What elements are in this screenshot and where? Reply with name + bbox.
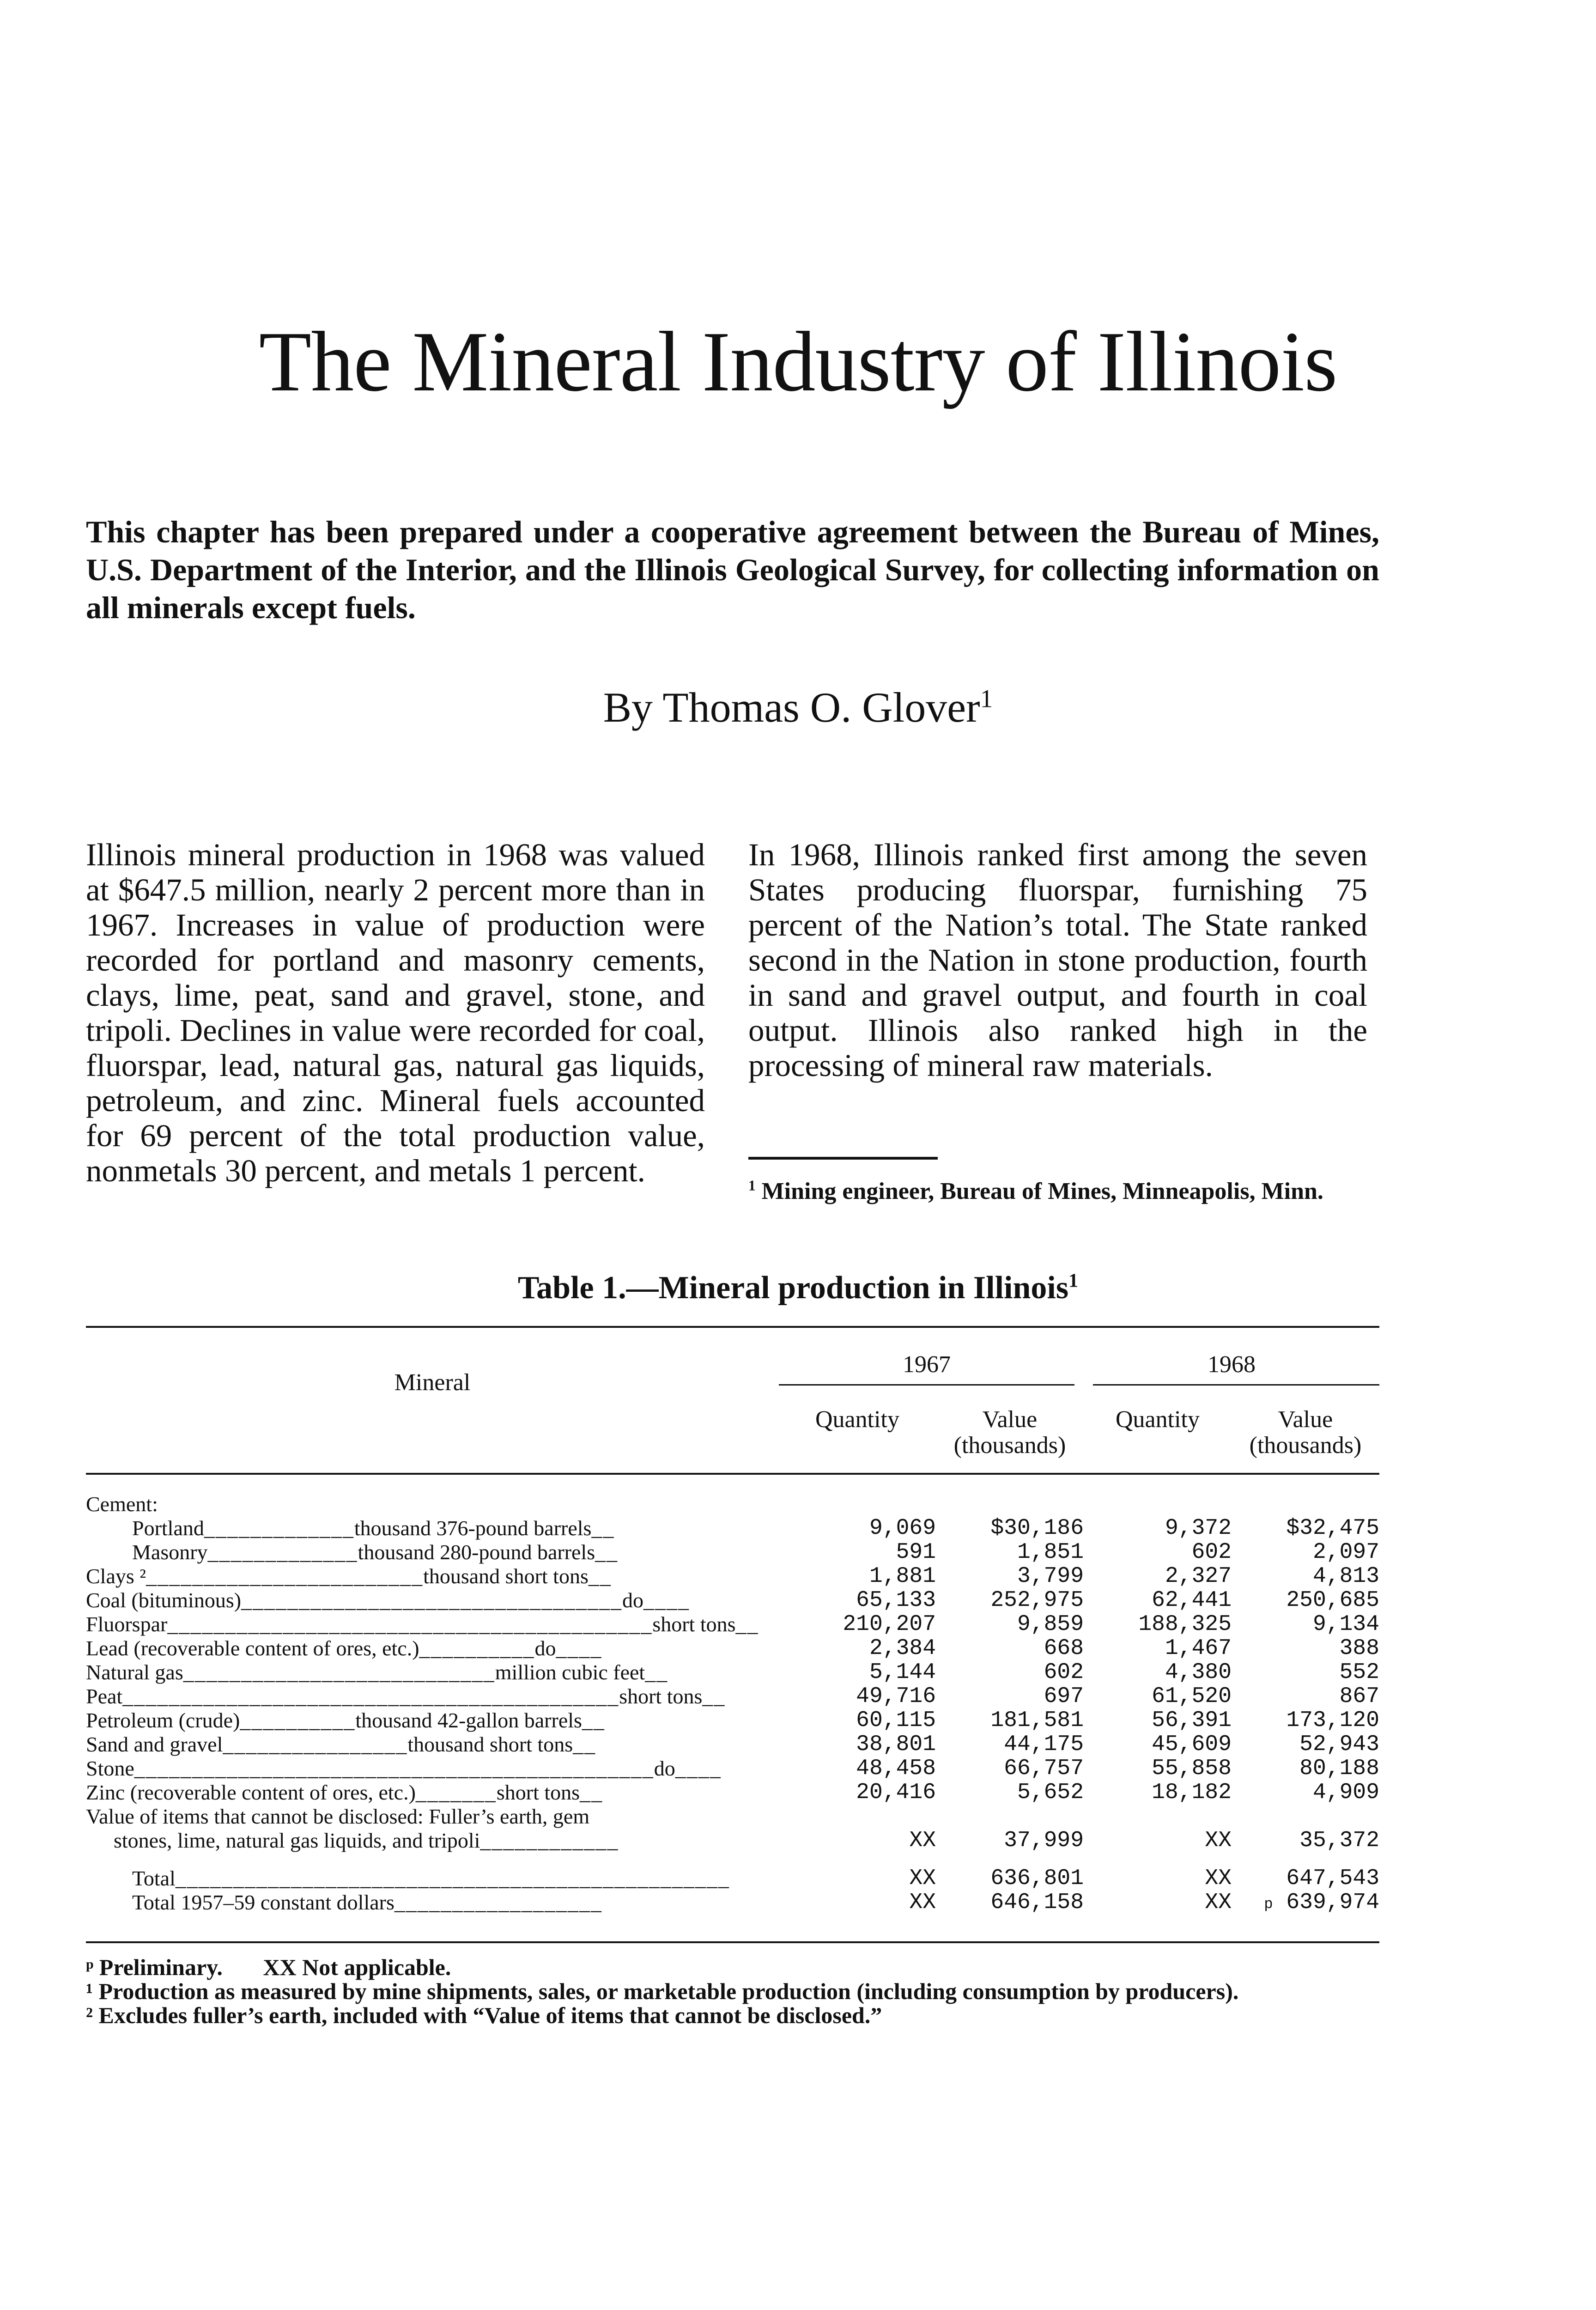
table-caption-marker: 1	[1068, 1270, 1079, 1292]
row-label-text: Coal (bituminous)	[86, 1588, 242, 1612]
header-value-1968	[1232, 1407, 1379, 1459]
leader-dots: __________	[240, 1708, 356, 1732]
leader-dots: _________________________________	[241, 1588, 623, 1612]
undisclosed-line-2-wrap	[86, 1829, 779, 1853]
leader-dots: __	[595, 1540, 619, 1564]
cell-quantity-1967: XX	[909, 1890, 936, 1915]
cell-value-1967: 37,999	[1004, 1828, 1084, 1853]
cell-value-1967: 181,581	[990, 1708, 1084, 1733]
spacer-row	[86, 1853, 1379, 1866]
cell-quantity-1968: 2,327	[1165, 1564, 1232, 1589]
cell-value-1968-text: 639,974	[1286, 1890, 1379, 1915]
table-caption-text: Table 1.—Mineral production in Illinois	[517, 1270, 1069, 1306]
cell-quantity-1967: 65,133	[856, 1588, 936, 1613]
row-unit: do	[534, 1636, 556, 1660]
row-label-text: Petroleum (crude)	[86, 1708, 240, 1732]
header-quantity-1968: Quantity	[1116, 1406, 1200, 1433]
leader-dots: ____________	[480, 1829, 619, 1852]
cell-quantity-1967: 48,458	[856, 1756, 936, 1781]
table-row	[86, 1636, 1379, 1660]
cell-value-1968: 4,813	[1312, 1564, 1379, 1589]
leader-dots: __	[573, 1732, 596, 1756]
cell-value-1968: 388	[1339, 1636, 1379, 1661]
cell-quantity-1968: XX	[1205, 1866, 1232, 1891]
table-row	[86, 1757, 1379, 1781]
cell-value-1967: 1,851	[1017, 1540, 1084, 1565]
cell-value-1967: 697	[1044, 1684, 1084, 1709]
footnote-2: ² Excludes fuller’s earth, included with “Value of items that cannot be disclosed.”	[86, 2002, 882, 2028]
cell-quantity-1968: 4,380	[1165, 1660, 1232, 1685]
cell-quantity-1968: 1,467	[1165, 1636, 1232, 1661]
cell-value-1967: 44,175	[1004, 1732, 1084, 1757]
cell-value-1968: 80,188	[1299, 1756, 1379, 1781]
byline-footnote-marker: 1	[980, 684, 993, 713]
cell-value-1968: 250,685	[1286, 1588, 1379, 1613]
cell-quantity-1968: 61,520	[1152, 1684, 1232, 1709]
row-label	[86, 1588, 779, 1612]
leader-dots: ____	[556, 1636, 602, 1660]
row-label-text: Clays ²	[86, 1564, 146, 1588]
header-quantity-1967: Quantity	[815, 1406, 899, 1433]
section-label-cement: Cement:	[86, 1492, 158, 1516]
header-year-1968: 1968	[1208, 1351, 1256, 1378]
byline-author: By Thomas O. Glover	[603, 684, 980, 731]
row-label-text: Lead (recoverable content of ores, etc.)	[86, 1636, 419, 1660]
row-unit: thousand 280-pound barrels	[358, 1540, 595, 1564]
cell-value-1967: 5,652	[1017, 1780, 1084, 1805]
cell-value-1967: $30,186	[990, 1516, 1084, 1541]
cell-value-1967: 668	[1044, 1636, 1084, 1661]
leader-dots: __________________________________________	[167, 1612, 653, 1636]
page-title: The Mineral Industry of Illinois	[259, 314, 1337, 409]
cell-quantity-1967: 210,207	[843, 1612, 936, 1637]
cell-quantity-1968: 45,609	[1152, 1732, 1232, 1757]
cell-quantity-1968: 188,325	[1138, 1612, 1232, 1637]
row-unit: do	[654, 1757, 675, 1780]
row-label	[132, 1540, 779, 1564]
row-label-text: Stone	[86, 1757, 134, 1780]
row-label	[132, 1516, 779, 1540]
preliminary-marker: p	[1264, 1896, 1273, 1913]
body-column-left: Illinois mineral production in 1968 was valued at $647.5 million, nearly 2 percent more than in 1967. Increases in value of production were recorded for portland and masonry cements, clays, lime, peat, sand and gravel, stone, and tripoli. Declines in value were recorded for coal, fluorspar, lead, natural gas, natural gas liquids, petroleum, and zinc. Mineral fuels accounted for 69 percent of the total production value, nonmetals 30 percent, and metals 1 percent.	[86, 837, 705, 1188]
leader-dots: __	[588, 1564, 612, 1588]
leader-dots: ____	[643, 1588, 690, 1612]
leader-dots: ________________________	[146, 1564, 424, 1588]
leader-dots: __	[735, 1612, 759, 1636]
cell-quantity-1967: 5,144	[869, 1660, 936, 1685]
cell-value-1967: 252,975	[990, 1588, 1084, 1613]
row-unit: thousand short tons	[407, 1732, 573, 1756]
leader-dots: __	[591, 1516, 615, 1540]
cell-quantity-1968: 62,441	[1152, 1588, 1232, 1613]
table-row	[86, 1684, 1379, 1708]
footnote-divider	[748, 1157, 938, 1160]
footnote-legend	[86, 1955, 1379, 1979]
row-unit: thousand 42-gallon barrels	[355, 1708, 582, 1732]
leader-dots: __________	[419, 1636, 535, 1660]
cell-quantity-1967: 38,801	[856, 1732, 936, 1757]
header-1967-rule	[779, 1384, 1074, 1386]
leader-dots: __	[582, 1708, 605, 1732]
leader-dots: ________________________________________________	[175, 1866, 730, 1890]
row-label-text: Portland	[132, 1516, 204, 1540]
footnote-preliminary: ᵖ Preliminary.	[86, 1954, 223, 1980]
leader-dots: _____________	[204, 1516, 354, 1540]
row-label	[86, 1660, 779, 1684]
cell-quantity-1967: 9,069	[869, 1516, 936, 1541]
table-body	[86, 1492, 1379, 1915]
header-value-1967-label: Value	[982, 1406, 1038, 1433]
chapter-intro: This chapter has been prepared under a cooperative agreement between the Bureau of Mines, U.S. Department of the Interior, and the Illinois Geological Survey, for collecting information on all minerals except fuels.	[86, 514, 1379, 625]
row-unit: thousand short tons	[423, 1564, 589, 1588]
cell-value-1967: 602	[1044, 1660, 1084, 1685]
row-label	[86, 1757, 779, 1781]
footnote-1: ¹ Production as measured by mine shipments, sales, or marketable production (including consumption by producers).	[86, 1978, 1239, 2004]
header-value-1968-label: Value	[1278, 1406, 1333, 1433]
cell-value-1967: 636,801	[990, 1866, 1084, 1891]
cell-quantity-1968: 55,858	[1152, 1756, 1232, 1781]
leader-dots: ___________________________	[183, 1660, 495, 1684]
header-bottom-rule	[86, 1473, 1379, 1475]
total-constant-label: Total 1957–59 constant dollars	[132, 1891, 394, 1914]
table-row-total-constant	[86, 1891, 1379, 1915]
leader-dots: __	[702, 1684, 726, 1708]
table-caption	[0, 1270, 1596, 1307]
leader-dots: ____	[675, 1757, 722, 1780]
cell-quantity-1967: XX	[909, 1828, 936, 1853]
row-unit: million cubic feet	[495, 1660, 645, 1684]
leader-dots: ___________________________________________	[122, 1684, 619, 1708]
row-unit: do	[622, 1588, 644, 1612]
cell-quantity-1968: 56,391	[1152, 1708, 1232, 1733]
cell-quantity-1968: 9,372	[1165, 1516, 1232, 1541]
leader-dots: _____________	[207, 1540, 358, 1564]
row-label-text: Natural gas	[86, 1660, 183, 1684]
undisclosed-line-2: stones, lime, natural gas liquids, and tripoli	[114, 1829, 480, 1852]
cell-value-1968: 4,909	[1312, 1780, 1379, 1805]
cell-value-1968: $32,475	[1286, 1516, 1379, 1541]
footnote-not-applicable: XX Not applicable.	[263, 1954, 451, 1980]
author-footnote-marker: 1	[748, 1177, 756, 1194]
table-row-total	[86, 1866, 1379, 1891]
row-label	[132, 1891, 779, 1915]
row-unit: short tons	[496, 1781, 580, 1804]
cell-value-1967: 646,158	[990, 1890, 1084, 1915]
table-row	[86, 1516, 1379, 1540]
cell-value-1967: 66,757	[1004, 1756, 1084, 1781]
row-label-text: Fluorspar	[86, 1612, 168, 1636]
table-row	[86, 1564, 1379, 1588]
author-footnote	[748, 1178, 1367, 1205]
table-row	[86, 1708, 1379, 1732]
leader-dots: ________________	[223, 1732, 408, 1756]
leader-dots: _______	[415, 1781, 497, 1804]
row-unit: thousand 376-pound barrels	[354, 1516, 592, 1540]
cell-value-1968: 2,097	[1312, 1540, 1379, 1565]
cell-value-1968	[1241, 1891, 1379, 1916]
table-row	[86, 1540, 1379, 1564]
table-row	[86, 1781, 1379, 1805]
row-label	[86, 1708, 779, 1732]
section-row-cement	[86, 1492, 1379, 1516]
cell-quantity-1968: 602	[1191, 1540, 1232, 1565]
row-label	[132, 1866, 779, 1891]
leader-dots: __________________	[394, 1891, 602, 1914]
row-label	[86, 1781, 779, 1805]
byline	[0, 683, 1596, 732]
header-value-1967-unit: (thousands)	[953, 1432, 1066, 1459]
cell-quantity-1967: 49,716	[856, 1684, 936, 1709]
header-value-1968-unit: (thousands)	[1249, 1432, 1362, 1459]
cell-value-1968: 647,543	[1286, 1866, 1379, 1891]
row-label	[86, 1805, 779, 1853]
row-label-text: Zinc (recoverable content of ores, etc.)	[86, 1781, 416, 1804]
table-top-rule	[86, 1326, 1379, 1328]
table-row-undisclosed	[86, 1805, 1379, 1853]
row-label	[86, 1612, 779, 1636]
author-footnote-text: Mining engineer, Bureau of Mines, Minneapolis, Minn.	[761, 1178, 1323, 1204]
cell-value-1968: 173,120	[1286, 1708, 1379, 1733]
row-label	[86, 1684, 779, 1708]
cell-value-1967: 3,799	[1017, 1564, 1084, 1589]
header-year-1967: 1967	[903, 1351, 951, 1378]
cell-quantity-1967: 591	[896, 1540, 936, 1565]
table-row	[86, 1660, 1379, 1684]
cell-quantity-1967: 2,384	[869, 1636, 936, 1661]
leader-dots: _____________________________________________	[134, 1757, 654, 1780]
total-label: Total	[132, 1866, 176, 1890]
row-unit: short tons	[652, 1612, 736, 1636]
table-row	[86, 1732, 1379, 1757]
leader-dots: __	[645, 1660, 668, 1684]
row-label	[86, 1732, 779, 1757]
header-mineral: Mineral	[394, 1369, 471, 1396]
cell-quantity-1968: 18,182	[1152, 1780, 1232, 1805]
leader-dots: __	[580, 1781, 603, 1804]
cell-value-1968: 52,943	[1299, 1732, 1379, 1757]
row-label	[86, 1636, 779, 1660]
table-row	[86, 1588, 1379, 1612]
body-column-right: In 1968, Illinois ranked first among the seven States producing fluorspar, furnishing 75 percent of the Nation’s total. The State ranked second in the Nation in stone production, fourth in sand and gravel output, and fourth in coal output. Illinois also ranked high in the processing of mineral raw materials.	[748, 837, 1367, 1083]
table-row	[86, 1612, 1379, 1636]
cell-quantity-1967: 20,416	[856, 1780, 936, 1805]
undisclosed-line-1: Value of items that cannot be disclosed: Fuller’s earth, gem	[86, 1805, 590, 1828]
cell-quantity-1967: 60,115	[856, 1708, 936, 1733]
cell-value-1968: 552	[1339, 1660, 1379, 1685]
cell-quantity-1967: XX	[909, 1866, 936, 1891]
table-footnotes	[86, 1955, 1379, 2027]
row-unit: short tons	[619, 1684, 703, 1708]
cell-quantity-1967: 1,881	[869, 1564, 936, 1589]
cell-value-1967: 9,859	[1017, 1612, 1084, 1637]
row-label-text: Masonry	[132, 1540, 208, 1564]
table-bottom-rule	[86, 1941, 1379, 1943]
cell-quantity-1968: XX	[1205, 1890, 1232, 1915]
cell-quantity-1968: XX	[1205, 1828, 1232, 1853]
header-1968-rule	[1093, 1384, 1379, 1386]
cell-value-1968: 9,134	[1312, 1612, 1379, 1637]
header-value-1967	[936, 1407, 1084, 1459]
row-label	[86, 1564, 779, 1588]
row-label-text: Sand and gravel	[86, 1732, 223, 1756]
row-label-text: Peat	[86, 1684, 123, 1708]
cell-value-1968: 35,372	[1299, 1828, 1379, 1853]
cell-value-1968: 867	[1339, 1684, 1379, 1709]
